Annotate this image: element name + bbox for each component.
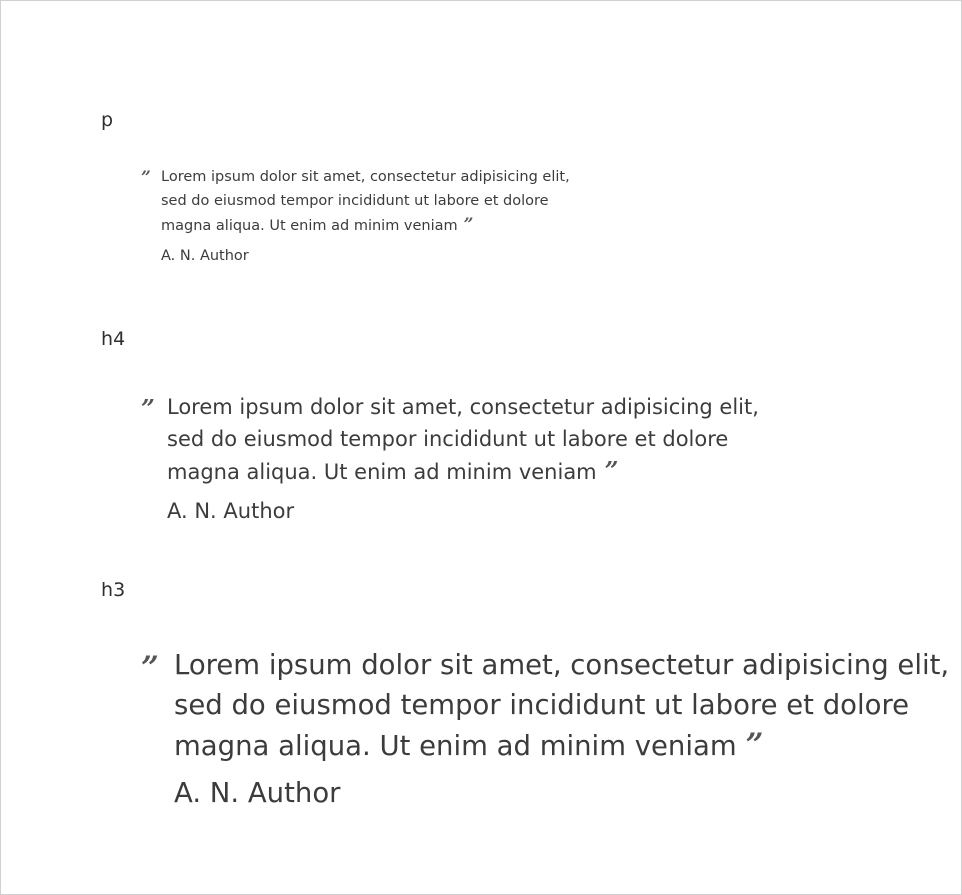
quote-close-icon: ” (463, 214, 474, 235)
quote-body (174, 645, 950, 766)
quote-line: Lorem ipsum dolor sit amet, consectetur adipisicing elit, (161, 168, 570, 185)
quote-close-icon: ” (745, 726, 764, 763)
quote-open-icon: ” (141, 649, 159, 686)
section-label-h4: h4 (101, 328, 126, 350)
section-label-p: p (101, 109, 114, 131)
quote-body (161, 165, 901, 238)
quote-line-text: magna aliqua. Ut enim ad minim veniam (167, 459, 597, 484)
quote-line: Lorem ipsum dolor sit amet, consectetur adipisicing elit, (174, 648, 950, 681)
quote-text-wrap (161, 165, 901, 268)
quote-line-text: magna aliqua. Ut enim ad minim veniam (174, 729, 737, 762)
blockquote-p (141, 165, 901, 268)
quote-body (167, 391, 901, 488)
quote-line: sed do eiusmod tempor incididunt ut labore et dolore (161, 192, 549, 209)
quote-open-icon: ” (141, 167, 151, 188)
quote-attribution: A. N. Author (174, 776, 341, 809)
quote-line: sed do eiusmod tempor incididunt ut labore et dolore (167, 426, 729, 451)
blockquote-group-h3 (101, 579, 950, 829)
quote-line (161, 213, 901, 238)
quote-line: sed do eiusmod tempor incididunt ut labore et dolore (174, 688, 910, 721)
quote-text-wrap (174, 645, 950, 813)
blockquote-h4 (141, 391, 901, 527)
blockquote-group-p (101, 109, 941, 284)
section-label-h3: h3 (101, 579, 126, 601)
quote-line (174, 725, 901, 766)
blockquote-h3 (141, 645, 950, 813)
quote-close-icon: ” (604, 455, 619, 485)
quote-open-icon: ” (141, 393, 155, 423)
quote-attribution: A. N. Author (161, 247, 249, 264)
quote-attribution: A. N. Author (167, 498, 295, 523)
blockquote-group-h4 (101, 328, 941, 543)
quote-text-wrap (167, 391, 901, 527)
quote-line (167, 455, 901, 488)
quote-line-text: magna aliqua. Ut enim ad minim veniam (161, 217, 458, 234)
quote-line: Lorem ipsum dolor sit amet, consectetur adipisicing elit, (167, 394, 759, 419)
